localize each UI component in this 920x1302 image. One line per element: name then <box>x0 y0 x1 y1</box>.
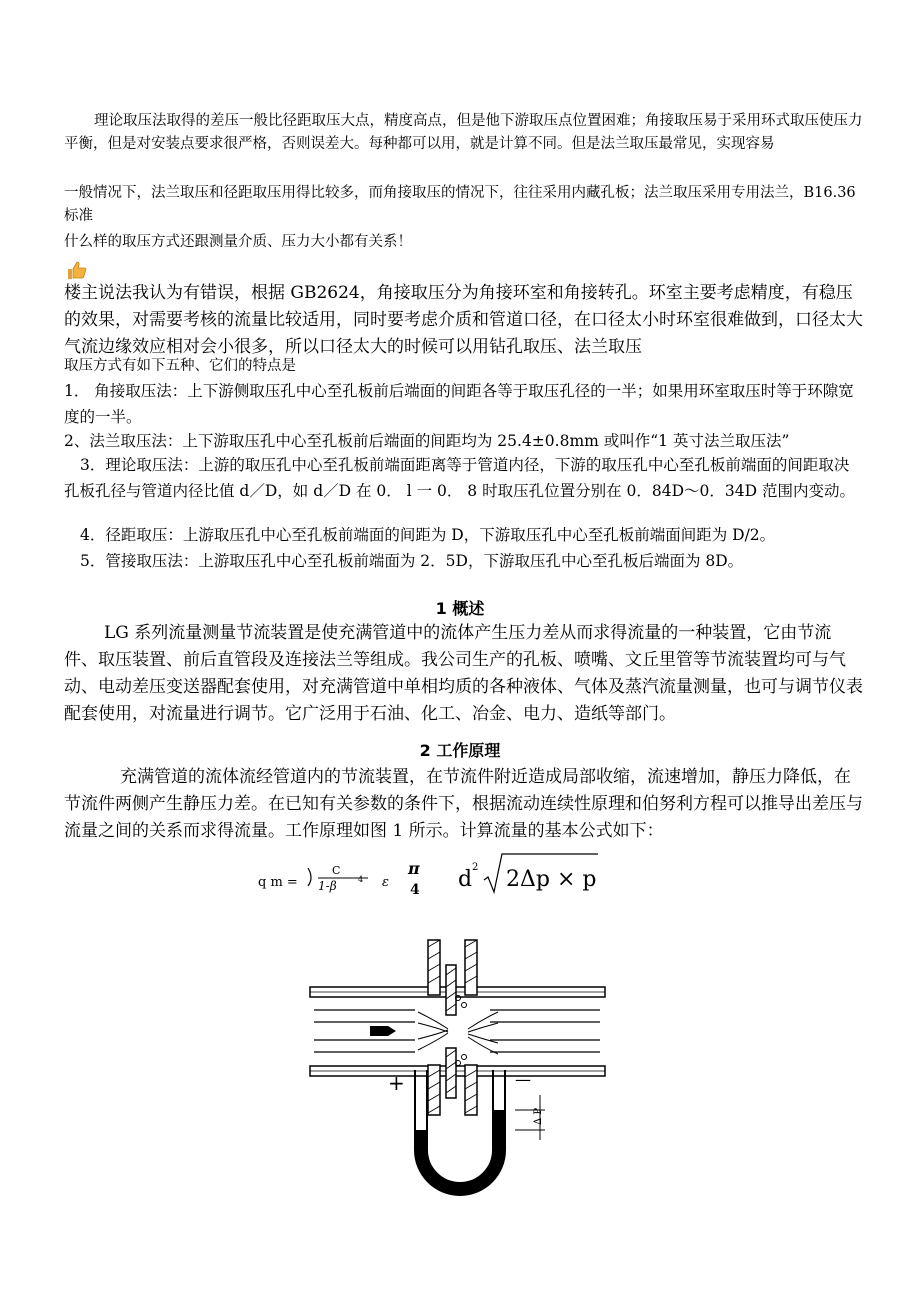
method-2 <box>64 428 864 454</box>
formula-rhs-power: 2 <box>472 862 479 873</box>
paragraph-2-text: 一般情况下，法兰取压和径距取压用得比较多，而角接取压的情况下，往往采用内藏孔板；法兰取压采用专用法兰，B16.36 标准 <box>64 185 856 224</box>
paragraph-1 <box>64 110 864 156</box>
method-5-text: 5．管接取压法：上游取压孔中心至孔板前端面为 2．5D，下游取压孔中心至孔板后端面为 8D。 <box>80 552 744 570</box>
formula-four: 4 <box>410 882 420 898</box>
method-4 <box>64 522 864 548</box>
section-2-text: 充满管道的流体流经管道内的节流装置，在节流件附近造成局部收缩，流速增加，静压力降低，在节流件两侧产生静压力差。在已知有关参数的条件下，根据流动连续性原理和伯努利方程可以推导出差压与流量之间的关系而求得流量。工作原理如图 1 所示。计算流量的基本公式如下： <box>64 767 863 841</box>
section-1-title: 1 概述 <box>435 599 485 618</box>
formula-radicand: 2Δp × p <box>506 867 597 892</box>
method-1 <box>64 378 864 430</box>
section-2-title: 2 工作原理 <box>419 741 501 760</box>
method-1-text: 1． 角接取压法：上下游侧取压孔中心至孔板前后端面的间距各等于取压孔径的一半；如果用环室取压时等于环隙宽度的一半。 <box>64 382 854 426</box>
method-3-text: 3．理论取压法：上游的取压孔中心至孔板前端面距离等于管道内径，下游的取压孔中心至孔板前端面的间距取决孔板孔径与管道内径比值 d／D，如 d／D 在 0． l 一 0． 8 时取压孔位置分别在 0．84D～0．34D 范围内变动。 <box>64 456 855 500</box>
method-5 <box>64 548 864 574</box>
minus-sign: — <box>515 1070 531 1089</box>
thumbs-up-icon <box>66 260 88 280</box>
delta-p-label: Δ P <box>533 1107 544 1125</box>
paragraph-4 <box>64 280 864 361</box>
method-3 <box>64 452 864 504</box>
orifice-diagram <box>300 935 615 1210</box>
paragraph-4-text: 楼主说法我认为有错误，根据 GB2624，角接取压分为角接环室和角接转孔。环室主要考虑精度，有稳压的效果，对需要考核的流量比较适用，同时要考虑介质和管道口径，在口径太小时环室很难做到，口径太大气流边缘效应相对会小很多，所以口径太大的时候可以用钻孔取压、法兰取压 <box>64 283 863 357</box>
paragraph-2 <box>64 182 864 228</box>
paragraph-1-text: 理论取压法取得的差压一般比径距取压大点，精度高点，但是他下游取压点位置困难；角接取压易于采用环式取压使压力平衡，但是对安装点要求很严格，否则误差大。每种都可以用，就是计算不同。但是法兰取压最常见，实现容易 <box>64 113 863 152</box>
flow-formula <box>258 850 598 900</box>
paragraph-3-text: 什么样的取压方式还跟测量介质、压力大小都有关系！ <box>64 234 412 250</box>
paragraph-3 <box>64 231 864 254</box>
method-4-text: 4．径距取压：上游取压孔中心至孔板前端面的间距为 D，下游取压孔中心至孔板前端面间距为 D/2。 <box>80 526 776 544</box>
formula-lhs: q m = <box>258 875 298 890</box>
formula-rhs: d <box>458 867 473 892</box>
section-1-text: LG 系列流量测量节流装置是使充满管道中的流体产生压力差从而求得流量的一种装置，它由节流件、取压装置、前后直管段及连接法兰等组成。我公司生产的孔板、喷嘴、文丘里管等节流装置均可与气动、电动差压变送器配套使用，对充满管道中单相均质的各种液体、气体及蒸汽流量测量，也可与调节仪表配套使用，对流量进行调节。它广泛用于石油、化工、冶金、电力、造纸等部门。 <box>64 623 863 724</box>
formula-denominator: 1-β <box>318 879 337 893</box>
flow-arrow-icon <box>370 1026 396 1036</box>
formula-c: C <box>332 864 341 877</box>
paragraph-5 <box>64 355 864 378</box>
formula-epsilon: ε <box>382 875 389 890</box>
method-2-text: 2、法兰取压法：上下游取压孔中心至孔板前后端面的间距均为 25.4±0.8mm 或叫作“1 英寸法兰取压法” <box>64 432 790 450</box>
plus-sign: + <box>388 1071 405 1095</box>
formula-power: 4 <box>358 875 364 884</box>
paragraph-5-text: 取压方式有如下五种、它们的特点是 <box>64 358 296 374</box>
formula-pi: π <box>408 859 420 878</box>
